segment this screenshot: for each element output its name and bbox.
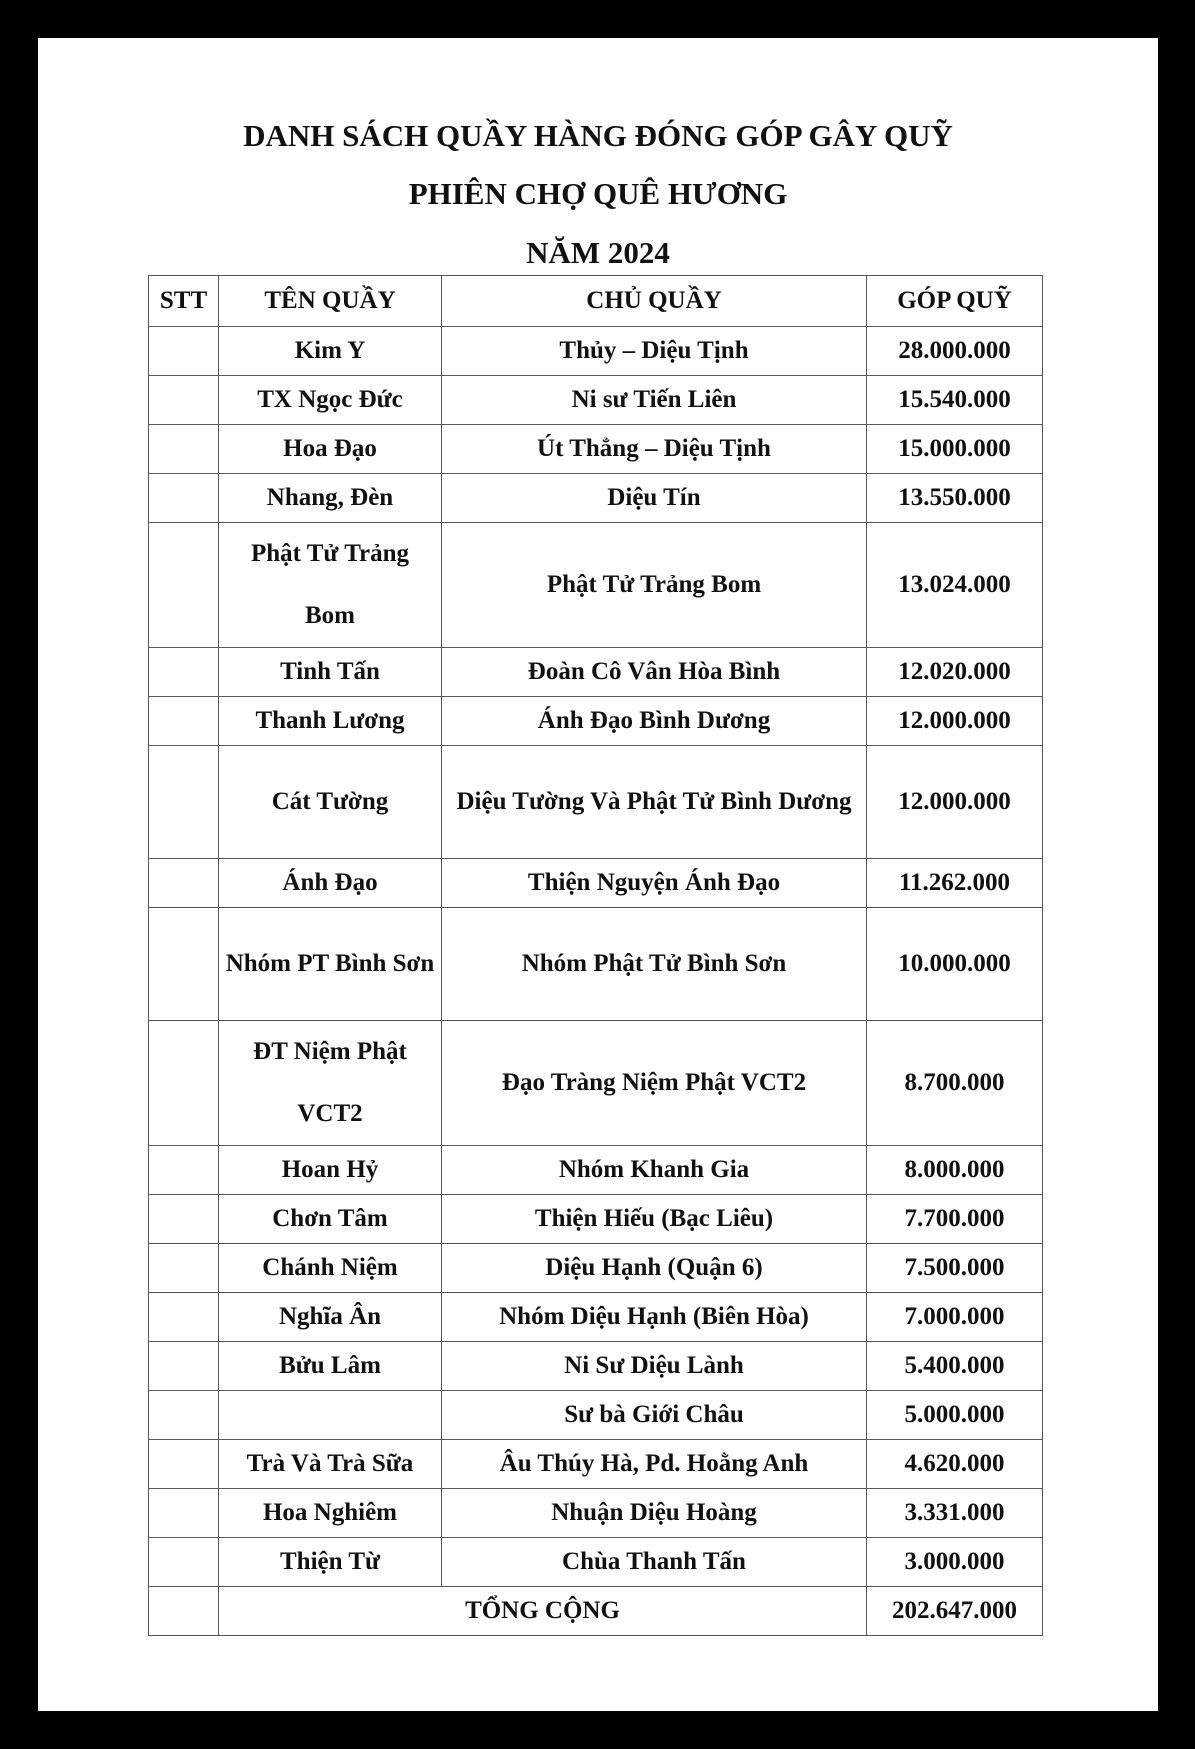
contribution-table	[148, 275, 1043, 1636]
table-row	[149, 474, 1043, 523]
cell-ten-quay-text: ĐT Niệm Phật VCT2	[253, 1038, 407, 1127]
cell-stt	[149, 523, 219, 648]
cell-chu-quay: Diệu Tín	[442, 474, 867, 523]
cell-stt	[149, 1021, 219, 1146]
cell-stt	[149, 908, 219, 1021]
document-page	[38, 38, 1158, 1711]
cell-ten-quay: Kim Y	[219, 327, 442, 376]
cell-ten-quay: Chánh Niệm	[219, 1244, 442, 1293]
table-row	[149, 648, 1043, 697]
cell-gop-quy: 5.000.000	[867, 1391, 1043, 1440]
cell-ten-quay	[219, 523, 442, 648]
cell-ten-quay: Thiện Từ	[219, 1538, 442, 1587]
cell-stt	[149, 1489, 219, 1538]
cell-chu-quay	[442, 746, 867, 859]
table-row	[149, 1440, 1043, 1489]
cell-gop-quy: 11.262.000	[867, 859, 1043, 908]
cell-gop-quy: 12.020.000	[867, 648, 1043, 697]
cell-chu-quay: Nhóm Khanh Gia	[442, 1146, 867, 1195]
cell-ten-quay: Hoa Đạo	[219, 425, 442, 474]
cell-ten-quay: Nhang, Đèn	[219, 474, 442, 523]
cell-gop-quy: 5.400.000	[867, 1342, 1043, 1391]
cell-stt	[149, 697, 219, 746]
cell-stt	[149, 1146, 219, 1195]
total-stt-cell	[149, 1587, 219, 1636]
total-value: 202.647.000	[867, 1587, 1043, 1636]
table-row	[149, 425, 1043, 474]
cell-gop-quy: 7.000.000	[867, 1293, 1043, 1342]
cell-stt	[149, 376, 219, 425]
header-gop-quy: GÓP QUỸ	[867, 276, 1043, 327]
cell-stt	[149, 859, 219, 908]
cell-chu-quay: Sư bà Giới Châu	[442, 1391, 867, 1440]
cell-chu-quay-text: Diệu Tường Và Phật Tử Bình Dương	[456, 788, 852, 815]
cell-gop-quy: 3.000.000	[867, 1538, 1043, 1587]
cell-stt	[149, 1538, 219, 1587]
cell-ten-quay: Chơn Tâm	[219, 1195, 442, 1244]
cell-ten-quay: Ánh Đạo	[219, 859, 442, 908]
cell-gop-quy: 3.331.000	[867, 1489, 1043, 1538]
total-label: TỔNG CỘNG	[219, 1587, 867, 1636]
cell-ten-quay: Hoa Nghiêm	[219, 1489, 442, 1538]
cell-gop-quy: 28.000.000	[867, 327, 1043, 376]
cell-chu-quay: Ni Sư Diệu Lành	[442, 1342, 867, 1391]
cell-stt	[149, 1391, 219, 1440]
cell-gop-quy: 15.540.000	[867, 376, 1043, 425]
table-row	[149, 1195, 1043, 1244]
table-row	[149, 523, 1043, 648]
cell-ten-quay: Hoan Hỷ	[219, 1146, 442, 1195]
cell-ten-quay: Trà Và Trà Sữa	[219, 1440, 442, 1489]
cell-chu-quay: Thiện Nguyện Ánh Đạo	[442, 859, 867, 908]
table-row	[149, 1146, 1043, 1195]
cell-stt	[149, 648, 219, 697]
cell-chu-quay: Chùa Thanh Tấn	[442, 1538, 867, 1587]
cell-ten-quay: Tinh Tấn	[219, 648, 442, 697]
table-row	[149, 859, 1043, 908]
cell-chu-quay: Ni sư Tiến Liên	[442, 376, 867, 425]
cell-chu-quay: Phật Tử Trảng Bom	[442, 523, 867, 648]
cell-ten-quay-text: Nhóm PT Bình Sơn	[225, 950, 435, 977]
cell-gop-quy: 8.000.000	[867, 1146, 1043, 1195]
cell-chu-quay: Ánh Đạo Bình Dương	[442, 697, 867, 746]
cell-ten-quay	[219, 1391, 442, 1440]
cell-stt	[149, 425, 219, 474]
table-row	[149, 1489, 1043, 1538]
table-row	[149, 1293, 1043, 1342]
table-row	[149, 697, 1043, 746]
cell-ten-quay: Nghĩa Ân	[219, 1293, 442, 1342]
cell-stt	[149, 1195, 219, 1244]
cell-ten-quay: Bửu Lâm	[219, 1342, 442, 1391]
cell-gop-quy: 4.620.000	[867, 1440, 1043, 1489]
cell-gop-quy: 12.000.000	[867, 746, 1043, 859]
cell-stt	[149, 327, 219, 376]
cell-gop-quy: 8.700.000	[867, 1021, 1043, 1146]
document-year: NĂM 2024	[526, 235, 670, 270]
cell-chu-quay: Âu Thúy Hà, Pd. Hoằng Anh	[442, 1440, 867, 1489]
cell-gop-quy: 7.700.000	[867, 1195, 1043, 1244]
table-row	[149, 908, 1043, 1021]
cell-chu-quay: Út Thẳng – Diệu Tịnh	[442, 425, 867, 474]
table-row	[149, 1391, 1043, 1440]
table-row	[149, 1538, 1043, 1587]
cell-gop-quy: 15.000.000	[867, 425, 1043, 474]
cell-gop-quy: 7.500.000	[867, 1244, 1043, 1293]
table-row	[149, 376, 1043, 425]
cell-ten-quay-text: Phật Tử Trảng Bom	[250, 540, 410, 629]
table-row	[149, 1021, 1043, 1146]
cell-chu-quay: Nhóm Diệu Hạnh (Biên Hòa)	[442, 1293, 867, 1342]
cell-ten-quay: Thanh Lương	[219, 697, 442, 746]
table-header-row	[149, 276, 1043, 327]
cell-chu-quay: Diệu Hạnh (Quận 6)	[442, 1244, 867, 1293]
cell-stt	[149, 474, 219, 523]
cell-ten-quay: TX Ngọc Đức	[219, 376, 442, 425]
cell-stt	[149, 1244, 219, 1293]
cell-ten-quay	[219, 1021, 442, 1146]
cell-stt	[149, 1342, 219, 1391]
cell-chu-quay: Đoàn Cô Vân Hòa Bình	[442, 648, 867, 697]
header-stt: STT	[149, 276, 219, 327]
table-row	[149, 1342, 1043, 1391]
table-row	[149, 746, 1043, 859]
header-ten-quay: TÊN QUẦY	[219, 276, 442, 327]
cell-gop-quy: 13.024.000	[867, 523, 1043, 648]
cell-stt	[149, 1440, 219, 1489]
total-row	[149, 1587, 1043, 1636]
document-subtitle: PHIÊN CHỢ QUÊ HƯƠNG	[408, 176, 788, 211]
table-row	[149, 1244, 1043, 1293]
cell-ten-quay	[219, 908, 442, 1021]
cell-gop-quy: 13.550.000	[867, 474, 1043, 523]
cell-chu-quay: Thủy – Diệu Tịnh	[442, 327, 867, 376]
cell-chu-quay: Nhóm Phật Tử Bình Sơn	[442, 908, 867, 1021]
cell-stt	[149, 1293, 219, 1342]
cell-gop-quy: 12.000.000	[867, 697, 1043, 746]
cell-chu-quay: Đạo Tràng Niệm Phật VCT2	[442, 1021, 867, 1146]
document-title: DANH SÁCH QUẦY HÀNG ĐÓNG GÓP GÂY QUỸ	[243, 118, 953, 153]
table-row	[149, 327, 1043, 376]
cell-gop-quy: 10.000.000	[867, 908, 1043, 1021]
header-chu-quay: CHỦ QUẦY	[442, 276, 867, 327]
cell-chu-quay: Thiện Hiếu (Bạc Liêu)	[442, 1195, 867, 1244]
cell-stt	[149, 746, 219, 859]
cell-ten-quay: Cát Tường	[219, 746, 442, 859]
cell-chu-quay: Nhuận Diệu Hoàng	[442, 1489, 867, 1538]
